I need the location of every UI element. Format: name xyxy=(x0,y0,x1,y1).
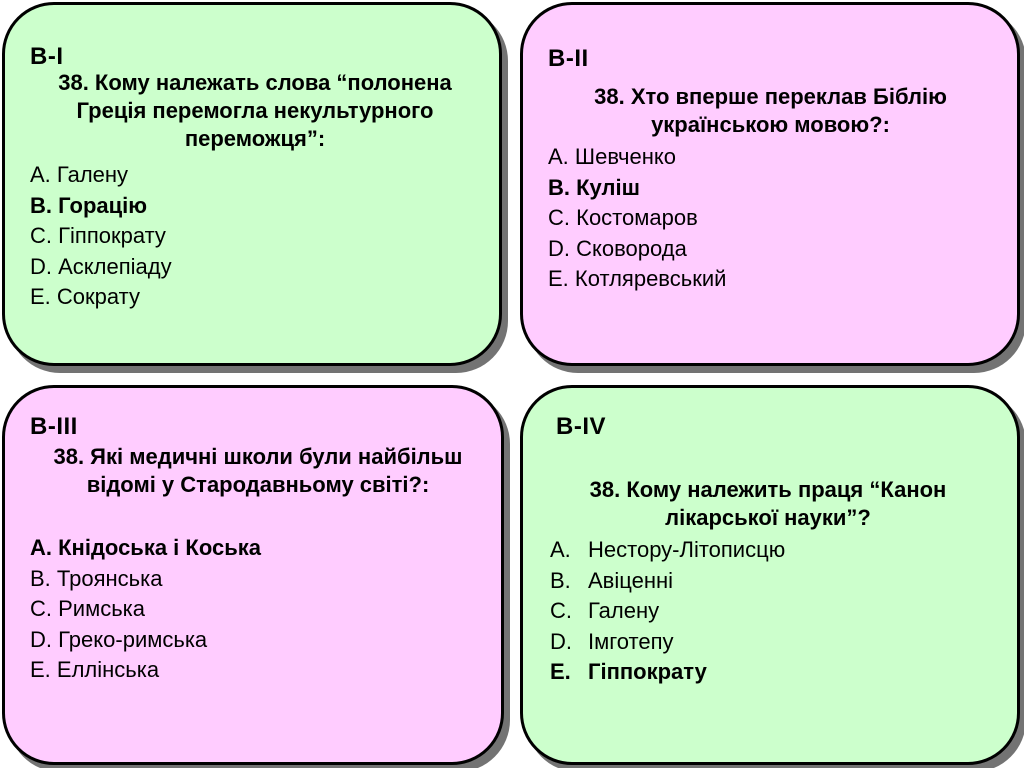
option-e[interactable]: Е. Еллінська xyxy=(30,657,160,682)
option-b[interactable]: B. Авіценні xyxy=(550,567,674,593)
variant-label: В-ІІ xyxy=(548,45,589,72)
option-d[interactable]: D. Греко-римська xyxy=(30,626,208,652)
variant-label: В-IV xyxy=(556,413,606,440)
question-card-variant-1 xyxy=(2,2,502,366)
option-b[interactable]: В. Горацію xyxy=(30,192,148,218)
option-c[interactable]: С. Римська xyxy=(30,596,146,621)
option-b[interactable]: В. Троянська xyxy=(30,565,163,591)
answer-options xyxy=(550,535,785,688)
question-card-variant-3 xyxy=(2,385,504,765)
question-card-variant-2 xyxy=(520,2,1020,366)
question-text: 38. Які медичні школи були найбільш відомі у Стародавньому світі?: xyxy=(53,444,463,497)
option-c[interactable]: C. Галену xyxy=(550,598,660,623)
question-text: 38. Кому належать слова “полонена Греція перемогла некультурного переможця”: xyxy=(58,70,452,151)
option-a[interactable]: А. Кнідоська і Коська xyxy=(30,535,261,560)
option-c[interactable]: С. Костомаров xyxy=(548,205,698,230)
option-e[interactable]: Е. Котляревський xyxy=(548,266,727,291)
option-e[interactable]: E. Гіппократу xyxy=(550,659,707,684)
option-a[interactable]: А. Шевченко xyxy=(548,144,676,169)
question-card-variant-4 xyxy=(520,385,1020,765)
question-text: 38. Хто вперше переклав Біблію українською мовою?: xyxy=(594,84,947,137)
option-e[interactable]: Е. Сократу xyxy=(30,284,140,309)
variant-label: В-І xyxy=(30,43,64,70)
option-c[interactable]: С. Гіппократу xyxy=(30,223,166,248)
option-d[interactable]: D. Асклепіаду xyxy=(30,253,172,279)
answer-options xyxy=(30,533,261,686)
option-a[interactable]: А. Галену xyxy=(30,162,129,187)
answer-options xyxy=(548,142,726,295)
option-a[interactable]: A. Нестору-Літописцю xyxy=(550,537,786,562)
answer-options xyxy=(30,160,172,313)
option-d[interactable]: D. Сковорода xyxy=(548,235,687,261)
option-b[interactable]: В. Куліш xyxy=(548,174,640,200)
option-d[interactable]: D. Імготепу xyxy=(550,628,674,654)
question-text: 38. Кому належить праця “Канон лікарської науки”? xyxy=(589,477,947,530)
variant-label: В-ІІІ xyxy=(30,413,78,440)
